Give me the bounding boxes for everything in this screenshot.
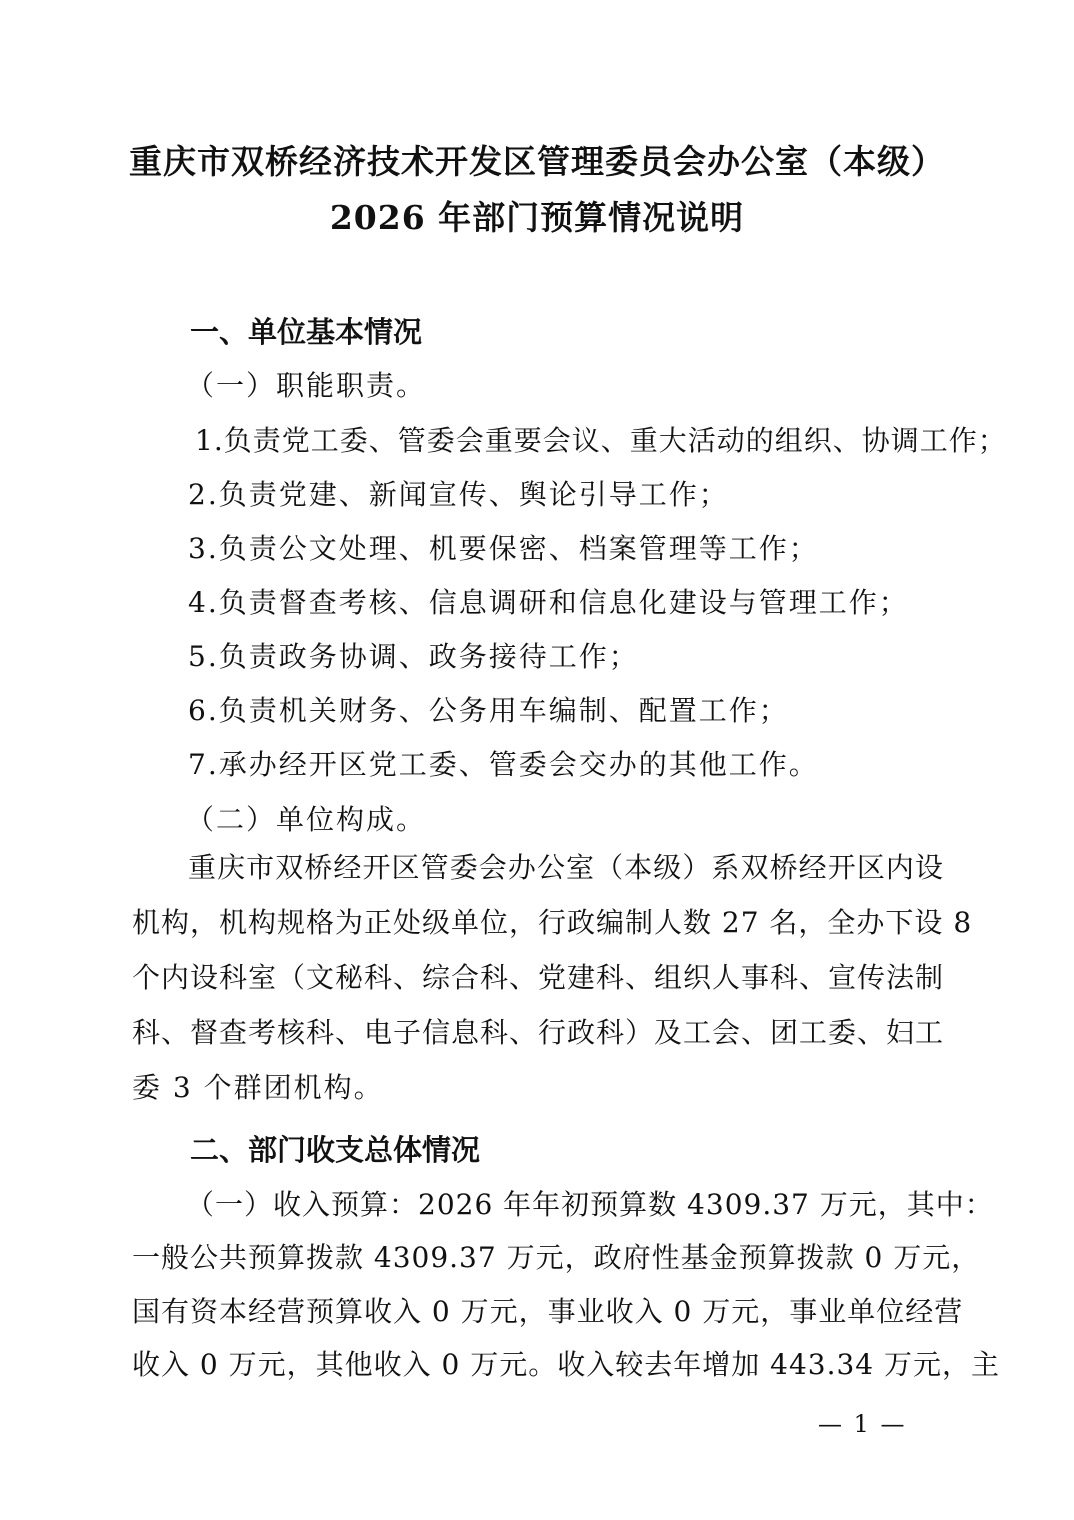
document-title-line-1: 重庆市双桥经济技术开发区管理委员会办公室（本级） — [129, 142, 945, 181]
duty-item: 6.负责机关财务、公务用车编制、配置工作； — [188, 694, 789, 727]
subsection-composition-heading: （二）单位构成。 — [186, 803, 427, 836]
composition-paragraph-line: 委 3 个群团机构。 — [132, 1071, 384, 1104]
duty-item: 5.负责政务协调、政务接待工作； — [188, 640, 639, 673]
composition-paragraph-line: 科、督查考核科、电子信息科、行政科）及工会、团工委、妇工 — [132, 1016, 945, 1049]
duty-item: 7.承办经开区党工委、管委会交办的其他工作。 — [188, 748, 819, 781]
duty-item: 2.负责党建、新闻宣传、舆论引导工作； — [188, 478, 729, 511]
section-2-heading: 二、部门收支总体情况 — [190, 1133, 481, 1167]
duty-item: 1.负责党工委、管委会重要会议、重大活动的组织、协调工作； — [195, 424, 1007, 457]
page-number: — 1 — — [818, 1410, 907, 1438]
composition-paragraph-line: 机构，机构规格为正处级单位，行政编制人数 27 名，全办下设 8 — [132, 906, 973, 939]
duty-item: 3.负责公文处理、机要保密、档案管理等工作； — [188, 532, 819, 565]
section-1-heading: 一、单位基本情况 — [190, 315, 423, 349]
subsection-duties-heading: （一）职能职责。 — [186, 369, 427, 402]
income-paragraph-line: （一）收入预算：2026 年年初预算数 4309.37 万元，其中： — [186, 1188, 994, 1221]
income-paragraph-line: 收入 0 万元，其他收入 0 万元。收入较去年增加 443.34 万元，主 — [132, 1348, 1001, 1381]
document-title-line-2: 2026 年部门预算情况说明 — [329, 198, 745, 237]
income-paragraph-line: 国有资本经营预算收入 0 万元，事业收入 0 万元，事业单位经营 — [132, 1295, 964, 1328]
composition-paragraph-line: 个内设科室（文秘科、综合科、党建科、组织人事科、宣传法制 — [132, 961, 945, 994]
income-paragraph-line: 一般公共预算拨款 4309.37 万元，政府性基金预算拨款 0 万元， — [132, 1241, 981, 1274]
duty-item: 4.负责督查考核、信息调研和信息化建设与管理工作； — [188, 586, 909, 619]
composition-paragraph-line: 重庆市双桥经开区管委会办公室（本级）系双桥经开区内设 — [188, 851, 944, 884]
